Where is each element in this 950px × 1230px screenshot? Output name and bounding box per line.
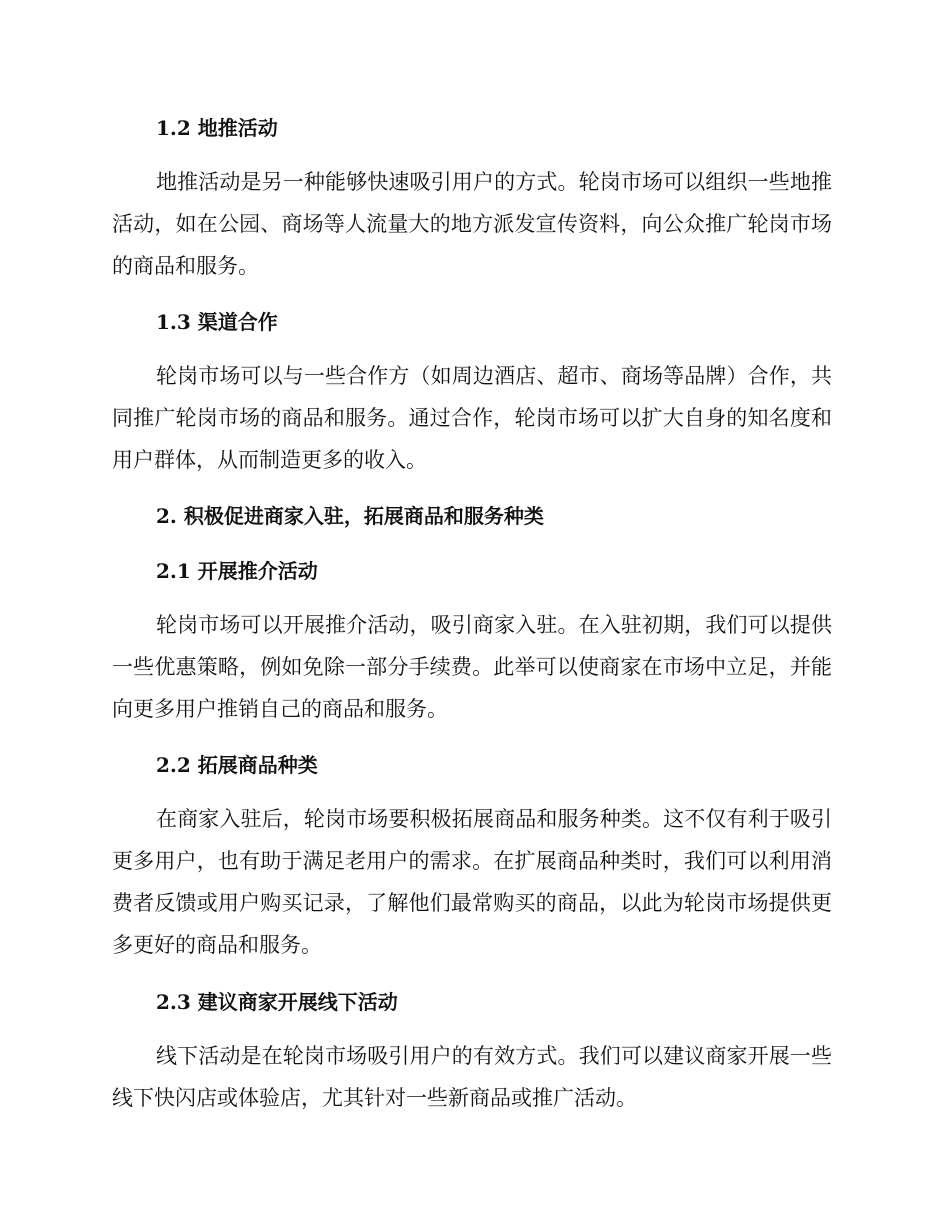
section-heading-1-2: 1.2 地推活动 (156, 116, 278, 140)
section-paragraph-1-3: 轮岗市场可以与一些合作方（如周边酒店、超市、商场等品牌）合作，共同推广轮岗市场的商品和服务。通过合作，轮岗市场可以扩大自身的知名度和用户群体，从而制造更多的收入。 (112, 364, 832, 472)
section-paragraph-2-3: 线下活动是在轮岗市场吸引用户的有效方式。我们可以建议商家开展一些线下快闪店或体验店，尤其针对一些新商品或推广活动。 (112, 1044, 832, 1110)
section-heading-2-1: 2.1 开展推介活动 (156, 559, 318, 583)
section-heading-1-3: 1.3 渠道合作 (156, 310, 278, 334)
section-heading-2: 2. 积极促进商家入驻，拓展商品和服务种类 (156, 504, 544, 528)
section-paragraph-2-2: 在商家入驻后，轮岗市场要积极拓展商品和服务种类。这不仅有利于吸引更多用户，也有助于满足老用户的需求。在扩展商品种类时，我们可以利用消费者反馈或用户购买记录，了解他们最常购买的商品，以此为轮岗市场提供更多更好的商品和服务。 (112, 807, 832, 957)
section-heading-2-2: 2.2 拓展商品种类 (156, 753, 318, 777)
section-heading-2-3: 2.3 建议商家开展线下活动 (156, 990, 398, 1014)
section-paragraph-1-2: 地推活动是另一种能够快速吸引用户的方式。轮岗市场可以组织一些地推活动，如在公园、商场等人流量大的地方派发宣传资料，向公众推广轮岗市场的商品和服务。 (112, 170, 832, 278)
section-paragraph-2-1: 轮岗市场可以开展推介活动，吸引商家入驻。在入驻初期，我们可以提供一些优惠策略，例如免除一部分手续费。此举可以使商家在市场中立足，并能向更多用户推销自己的商品和服务。 (112, 613, 832, 721)
